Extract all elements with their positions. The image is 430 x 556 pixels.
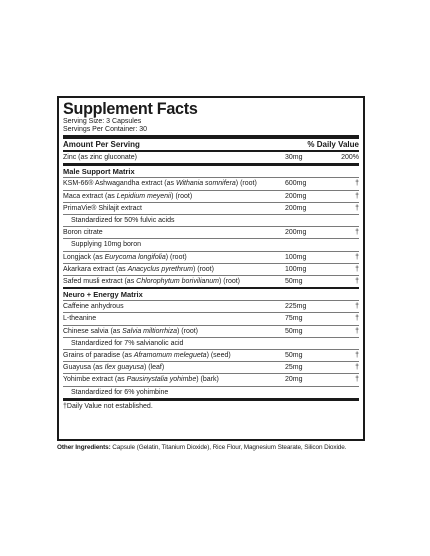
section-heading: Male Support Matrix [63,166,359,178]
table-row: Caffeine anhydrous 225mg † [63,301,359,313]
supplement-facts-panel [57,96,365,441]
other-ingredients-label: Other Ingredients: [57,444,111,451]
section-heading: Neuro + Energy Matrix [63,289,359,301]
table-row: Maca extract (as Lepidium meyenii) (root) 200mg † [63,191,359,203]
table-row: Yohimbe extract (as Pausinystalia yohimbe) (bark) 20mg † [63,374,359,386]
table-row: Longjack (as Eurycoma longifolia) (root) 100mg † [63,252,359,264]
table-row: Supplying 10mg boron [63,239,359,251]
table-header [63,139,359,150]
table-row: Akarkara extract (as Anacyclus pyrethrum) (root) 100mg † [63,264,359,276]
table-row: Standardized for 7% salvianolic acid [63,338,359,350]
table-row: Chinese salvia (as Salvia miltiorrhiza) (root) 50mg † [63,326,359,338]
table-row: Safed musli extract (as Chlorophytum borivilianum) (root) 50mg † [63,277,359,285]
table-row: Boron citrate 200mg † [63,227,359,239]
panel-title: Supplement Facts [63,99,198,118]
other-ingredients [57,443,367,452]
table-row: Standardized for 6% yohimbine [71,388,169,396]
amount-per-serving-header: Amount Per Serving [63,140,140,149]
daily-value-header: % Daily Value [307,140,359,149]
table-row: Guayusa (as Ilex guayusa) (leaf) 25mg † [63,362,359,374]
table-row: Zinc (as zinc gluconate) 30mg 200% [63,154,359,161]
footnote: †Daily Value not established. [63,402,153,410]
serving-size: Serving Size: 3 Capsules [63,118,142,125]
table-row: PrimaVie® Shilajit extract 200mg † [63,203,359,215]
table-row: Grains of paradise (as Aframomum melegueta) (seed) 50mg † [63,350,359,362]
table-row: Standardized for 50% fulvic acids [63,215,359,227]
servings-per-container: Servings Per Container: 30 [63,126,148,133]
other-ingredients-text: Capsule (Gelatin, Titanium Dioxide), Rice Flour, Magnesium Stearate, Silicon Dioxide. [110,444,347,451]
table-row: KSM-66® Ashwagandha extract (as Withania somnifera) (root) 600mg † [63,178,359,190]
table-row: L-theanine 75mg † [63,313,359,325]
